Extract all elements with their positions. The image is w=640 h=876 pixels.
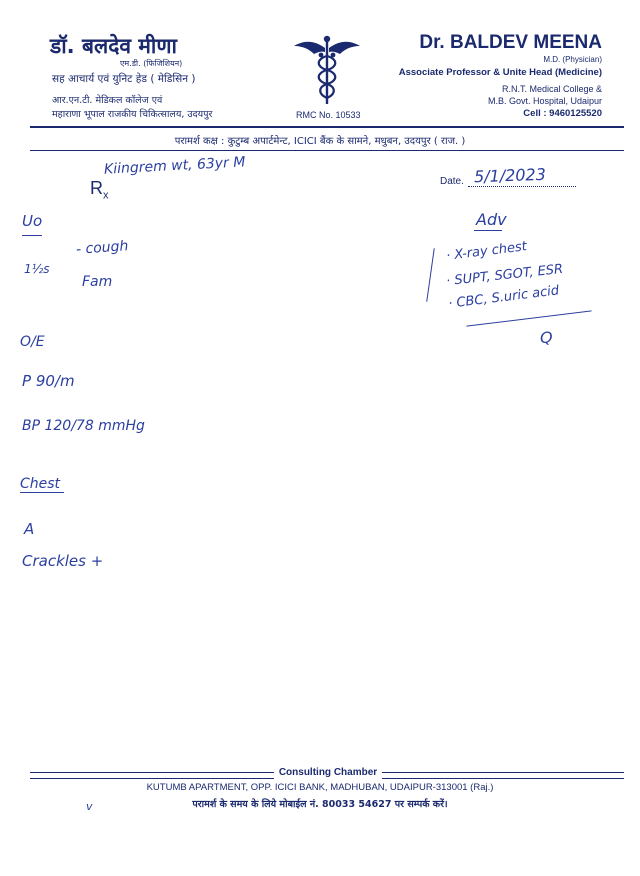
note-pulse: P 90/m [22,372,75,390]
footer-mark: v [86,800,93,813]
consult-address-hindi: परामर्श कक्ष : कुटुम्ब अपार्टमेन्ट, ICICI बैंक के सामने, मधुबन, उदयपुर ( राज. ) [174,136,466,147]
header-divider-top [30,126,624,128]
degree-hindi: एम.डी. (फिजिशियन) [120,59,183,68]
note-a: A [24,520,35,538]
designation-hindi: सह आचार्य एवं युनिट हेड ( मेडिसिन ) [52,73,196,85]
note-underline [22,235,42,236]
college-english-2: M.B. Govt. Hospital, Udaipur [487,96,602,106]
college-hindi-2: महाराणा भूपाल राजकीय चिकित्सालय, उदयपुर [52,109,213,120]
advice-item-2: · SUPT, SGOT, ESR [445,261,564,290]
note-crackles: Crackles + [22,552,104,570]
advice-underline [474,230,502,231]
note-underline-chest [20,492,64,493]
patient-details: Kiingrem wt, 63yr M [103,154,246,178]
footer-rule-right [382,772,624,779]
footer-rule-left [30,772,274,779]
note-fam: Fam [82,274,113,290]
cell-number: Cell : 9460125520 [523,108,602,119]
caduceus-icon [292,34,362,106]
doctor-name-english: Dr. BALDEV MEENA [419,32,602,53]
header-divider-bottom [30,150,624,151]
designation-english: Associate Professor & Unite Head (Medicine) [398,67,602,78]
consulting-chamber: Consulting Chamber [278,767,378,778]
advice-bracket [426,248,435,302]
note-bp: BP 120/78 mmHg [22,418,145,434]
footer-phone-line: परामर्श के समय के लिये मोबाईल नं. 80033 54627 पर सम्पर्क करें। [192,799,448,810]
degree-english: M.D. (Physician) [543,55,602,64]
college-english-1: R.N.T. Medical College & [501,84,602,94]
date-line [468,186,576,187]
note-chest: Chest [20,476,61,492]
date-value: 5/1/2023 [473,164,547,187]
footer-address: KUTUMB APARTMENT, OPP. ICICI BANK, MADHUBAN, UDAIPUR-313001 (Raj.) [146,782,494,793]
college-hindi-1: आर.एन.टी. मेडिकल कॉलेज एवं [52,95,163,106]
note-cough: - cough [75,238,129,258]
doctor-name-hindi: डॉ. बलदेव मीणा [50,34,177,58]
advice-underline-2 [466,310,591,326]
rmc-number: RMC No. 10533 [296,110,361,120]
rx-symbol: $R_x$ [90,178,109,202]
date-label: Date. [440,176,464,187]
note-uo: Uo [22,212,43,230]
note-duration: 1½s [24,262,50,276]
advice-heading: Adv [476,210,507,229]
note-oe: O/E [20,334,45,350]
advice-item-1: · X-ray chest [445,239,528,264]
signature: Q [540,328,553,347]
advice-item-3: · CBC, S.uric acid [447,283,560,312]
